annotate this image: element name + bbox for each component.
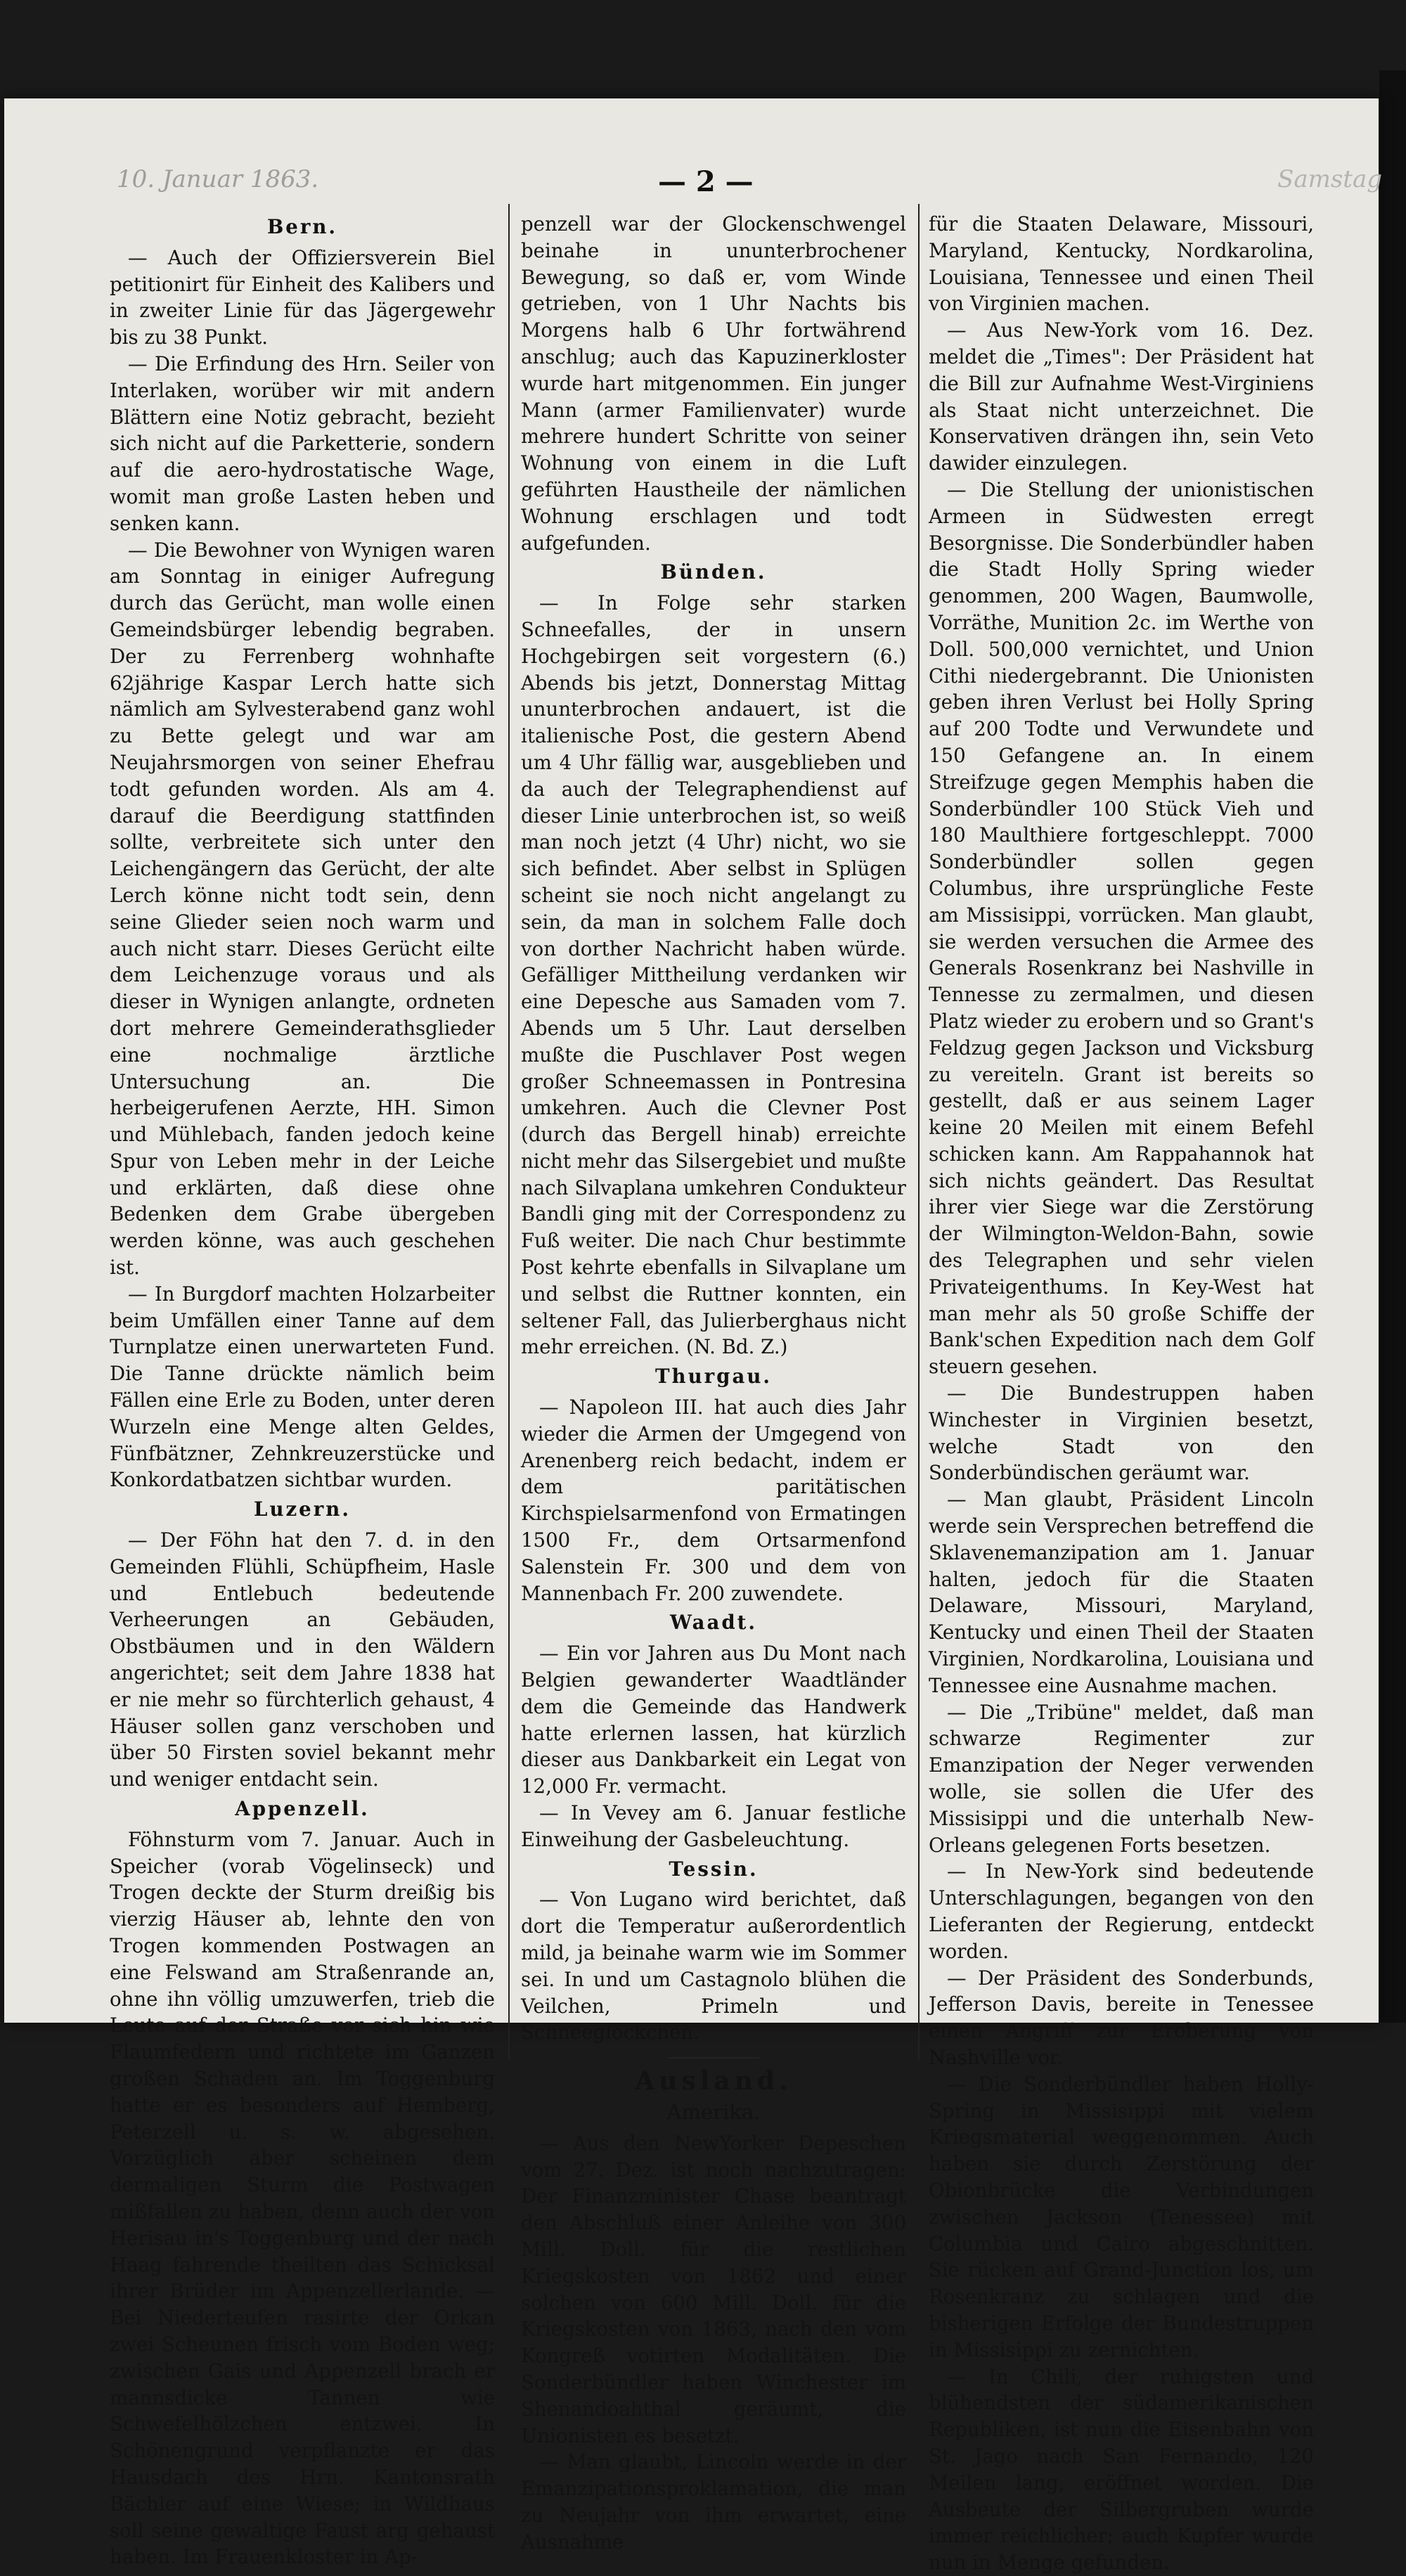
section-divider [668, 2057, 759, 2059]
article-paragraph: — Der Föhn hat den 7. d. in den Gemeinden Flühli, Schüpfheim, Hasle und Entlebuch bedeutende Verheerungen an Gebäuden, Obstbäumen und in den Wäldern angerichtet; seit dem Jahre 1838 hat er nie mehr so fürchterlich gehaust, 4 Häuser sollen ganz verschoben und über 50 Firsten soviel bekannt mehr und weniger entdacht sein. [110, 1528, 495, 1791]
article-paragraph: — Napoleon III. hat auch dies Jahr wieder die Armen der Umgegend von Arenenberg reich bedacht, indem er dem paritätischen Kirchspielsarmenfond von Ermatingen 1500 Fr., dem Ortsarmenfond Salenstein Fr. 300 und dem von Mannenbach Fr. 200 zuwendete. [521, 1396, 906, 1605]
section-heading-appenzell: Appenzell. [235, 1797, 370, 1821]
header-day-bleedthrough: Samstag [1277, 165, 1382, 193]
column-rule-2 [918, 204, 920, 2060]
article-paragraph: — Die Sonderbündler haben Holly-Spring in Missisippi mit vielem Kriegsmaterial weggenommen. Auch haben sie durch Zerstörung der Obionbrücke die Verbindungen zwischen Jackson (Tenessee) mit Columbia und Cairo abgeschnitten. Sie rücken auf Grand-Junction los, um Rosenkranz zu schlagen und die bisherigen Erfolge der Bundestruppen in Missisippi zu zernichten. [929, 2072, 1314, 2362]
section-heading-thurgau: Thurgau. [654, 1365, 773, 1389]
page-header [117, 165, 1382, 207]
article-paragraph: Föhnsturm vom 7. Januar. Auch in Speicher (vorab Vögelinseck) und Trogen deckte der Sturm dreißig bis vierzig Häuser ab, lehnte den von Trogen kommenden Postwagen an eine Felswand am Straßenrande an, ohne ihn völlig umzuwerfen, trieb die Leute auf der Straße vor sich hin wie Flaumfedern und richtete im Ganzen großen Schaden an. Im Toggenburg hatte er es besonders auf Hemberg, Peterzell u. s. w. abgesehen. Vorzüglich aber scheinen dem dermaligen Sturm die Postwagen mißfallen zu haben, denn auch der von Herisau in's Toggenburg und der nach Haag fahrende theilten das Schicksal ihrer Brüder im Appenzellerlande. — Bei Niederteufen rasirte der Orkan zwei Scheunen frisch vom Boden weg; zwischen Gais und Appenzell brach er mannsdicke Tannen wie Schwefelhölzchen entzwei. In Schönengrund verpflanzte er das Hausdach des Hrn. Kantonsrath Bächler auf eine Wiese; in Wildhaus soll seine gewaltige Faust arg gehaust haben. Im Frauenkloster in Ap- [110, 1827, 495, 2569]
article-paragraph: penzell war der Glockenschwengel beinahe in ununterbrochener Bewegung, so daß er, vom Winde getrieben, von 1 Uhr Nachts bis Morgens halb 6 Uhr fortwährend anschlug; auch das Kapuzinerkloster wurde hart mitgenommen. Ein junger Mann (armer Familienvater) wurde mehrere hundert Schritte von seiner Wohnung von einem in die Luft geführten Haustheile der nämlichen Wohnung erschlagen und todt aufgefunden. [521, 212, 906, 555]
article-paragraph: — In New-York sind bedeutende Unterschlagungen, begangen von den Lieferanten der Regierung, entdeckt worden. [929, 1860, 1314, 1963]
section-heading-luzern: Luzern. [254, 1498, 351, 1521]
column-2 [521, 211, 906, 2556]
section-heading-waadt: Waadt. [670, 1611, 757, 1635]
subheading-amerika: Amerika. [666, 2099, 761, 2124]
article-paragraph: — In Folge sehr starken Schneefalles, der in unsern Hochgebirgen seit vorgestern (6.) Abends bis jetzt, Donnerstag Mittag ununterbrochen andauert, ist die italienische Post, die gestern Abend um 4 Uhr fällig war, ausgeblieben und da auch der Telegraphendienst auf dieser Linie unterbrochen ist, so weiß man noch jetzt (4 Uhr) nicht, wo sie sich befindet. Aber selbst in Splügen scheint sie noch nicht angelangt zu sein, da man in solchem Falle doch von dorther Nachricht haben würde. Gefälliger Mittheilung verdanken wir eine Depesche aus Samaden vom 7. Abends um 5 Uhr. Laut derselben mußte die Puschlaver Post wegen großer Schneemassen in Pontresina umkehren. Auch die Clevner Post (durch das Bergell hinab) erreichte nicht mehr das Silsergebiet und mußte nach Silvaplana umkehren Condukteur Bandli ging mit der Correspondenz zu Fuß weiter. Die nach Chur bestimmte Post kehrte ebenfalls in Silvaplane um und selbst die Ruttner konnten, ein seltener Fall, das Julierberghaus nicht mehr erreichen. (N. Bd. Z.) [521, 591, 906, 1359]
section-heading-tessin: Tessin. [669, 1857, 759, 1881]
article-paragraph: — Auch der Offiziersverein Biel petitionirt für Einheit des Kalibers und in zweiter Linie für das Jägergewehr bis zu 38 Punkt. [110, 245, 495, 349]
section-heading-ausland: Ausland. [635, 2066, 792, 2097]
section-heading-buenden: Bünden. [660, 560, 767, 584]
article-paragraph: — Der Präsident des Sonderbunds, Jefferson Davis, bereite in Tenessee einen Angriff zur Eroberung von Nashville vor. [929, 1966, 1314, 2069]
article-paragraph: — In Chili, der ruhigsten und blühendsten der südamerikanischen Republiken, ist nun die Eisenbahn von St. Jago nach San Fernando, 120 Meilen lang, eröffnet worden. Die Ausbeute der Silbergruben wurde immer reichlicher; auch Kupfer wurde nun in Menge gefunden. [929, 2364, 1314, 2575]
section-heading-bern: Bern. [266, 215, 338, 238]
article-paragraph: für die Staaten Delaware, Missouri, Maryland, Kentucky, Nordkarolina, Louisiana, Tennessee und einen Theil von Virginien machen. [929, 212, 1314, 316]
article-paragraph: — Man glaubt, Lincoln werde in der Emanzipationsproklamation, die man zu Neujahr von ihm erwartet, eine Ausnahme [521, 2450, 906, 2554]
page-number: — 2 — [658, 165, 754, 198]
article-paragraph: — Aus den NewYorker Depeschen vom 27. Dez. ist noch nachzutragen: Der Finanzminister Chase beantragt den Abschluß einer Anleihe von 300 Mill. Doll. für die restlichen Kriegskosten von 1862 und einer solchen von 600 Mill. Doll. für die Kriegskosten von 1863, nach den vom Kongreß votirten Modalitäten. Die Sonderbündler haben Winchester im Shenandoahthal geräumt, die Unionisten es besetzt. [521, 2131, 906, 2447]
column-rule-1 [508, 204, 510, 2060]
article-paragraph: — Die Bundestruppen haben Winchester in Virginien besetzt, welche Stadt von den Sonderbündischen geräumt war. [929, 1382, 1314, 1485]
column-1 [110, 211, 495, 2570]
article-paragraph: — Die Stellung der unionistischen Armeen in Südwesten erregt Besorgnisse. Die Sonderbündler haben die Stadt Holly Spring wieder genommen, 200 Wagen, Baumwolle, Vorräthe, Munition 2c. im Werthe von Doll. 500,000 vernichtet, und Union Cithi niedergebrannt. Die Unionisten geben ihren Verlust bei Holly Spring auf 200 Todte und Verwundete und 150 Gefangene an. In einem Streifzuge gegen Memphis haben die Sonderbündler 100 Stück Vieh und 180 Maulthiere fortgeschleppt. 7000 Sonderbündler sollen gegen Columbus, ihre ursprüngliche Feste am Missisippi, vorrücken. Man glaubt, sie werden versuchen die Armee des Generals Rosenkranz bei Nashville in Tennesse zu zermalmen, und diesen Platz wieder zu erobern und so Grant's Feldzug gegen Jackson und Vicksburg zu vereiteln. Grant ist bereits so gestellt, daß er aus seinem Lager keine 20 Meilen mit einem Befehl schicken kann. Am Rappahannok hat sich nichts geändert. Das Resultat ihrer vier Siege war die Zerstörung der Wilmington-Weldon-Bahn, sowie des Telegraphen und sehr vielen Privateigenthums. In Key-West hat man mehr als 50 große Schiffe der Bank'schen Expedition nach dem Golf steuern gesehen. [929, 477, 1314, 1379]
article-paragraph: — Die Erfindung des Hrn. Seiler von Interlaken, worüber wir mit andern Blättern eine Notiz gebracht, bezieht sich nicht auf die Parketterie, sondern auf die aero-hydrostatische Wage, womit man große Lasten heben und senken kann. [110, 352, 495, 535]
article-paragraph: — Die „Tribüne" meldet, daß man schwarze Regimenter zur Emanzipation der Neger verwenden wolle, sie sollen die Ufer des Missisippi und die unterhalb New-Orleans gelegenen Forts besetzen. [929, 1700, 1314, 1857]
article-paragraph: — Die Bewohner von Wynigen waren am Sonntag in einiger Aufregung durch das Gerücht, man wolle einen Gemeindsbürger lebendig begraben. Der zu Ferrenberg wohnhafte 62jährige Kaspar Lerch hatte sich nämlich am Sylvesterabend ganz wohl zu Bette gelegt und war am Neujahrsmorgen von seiner Ehefrau todt gefunden worden. Als am 4. darauf die Beerdigung stattfinden sollte, verbreitete sich unter den Leichengängern das Gerücht, der alte Lerch könne nicht todt sein, denn seine Glieder seien noch warm und auch nicht starr. Dieses Gerücht eilte dem Leichenzuge voraus und als dieser in Wynigen anlangte, ordneten dort mehrere Gemeinderathsglieder eine nochmalige ärztliche Untersuchung an. Die herbeigerufenen Aerzte, HH. Simon und Mühlebach, fanden jedoch keine Spur von Leben mehr in der Leiche und erklärten, daß diese ohne Bedenken dem Grabe übergeben werden könne, was auch geschehen ist. [110, 538, 495, 1280]
article-paragraph: — Man glaubt, Präsident Lincoln werde sein Versprechen betreffend die Sklavenemanzipation am 1. Januar halten, jedoch für die Staaten Delaware, Missouri, Maryland, Kentucky und einen Theil der Staaten Virginien, Nordkarolina, Louisiana und Tennessee eine Ausnahme machen. [929, 1488, 1314, 1697]
article-paragraph: — Aus New-York vom 16. Dez. meldet die „Times": Der Präsident hat die Bill zur Aufnahme West-Virginiens als Staat nicht unterzeichnet. Die Konservativen drängen ihn, sein Veto dawider einzulegen. [929, 318, 1314, 475]
article-paragraph: — In Burgdorf machten Holzarbeiter beim Umfällen einer Tanne auf dem Turnplatze einen unerwarteten Fund. Die Tanne drückte nämlich beim Fällen eine Erle zu Boden, unter deren Wurzeln eine Menge alten Geldes, Fünfbätzner, Zehnkreuzerstücke und Konkordatbatzen sichtbar wurden. [110, 1282, 495, 1492]
background-strip [1379, 70, 1406, 2023]
newspaper-page [4, 98, 1382, 2575]
header-date-bleedthrough: 10. Januar 1863. [117, 165, 319, 193]
article-paragraph: — In Vevey am 6. Januar festliche Einweihung der Gasbeleuchtung. [521, 1801, 906, 1851]
column-3 [929, 211, 1314, 2576]
article-paragraph: — Von Lugano wird berichtet, daß dort die Temperatur außerordentlich mild, ja beinahe warm wie im Sommer sei. In und um Castagnolo blühen die Veilchen, Primeln und Schneeglöckchen. [521, 1888, 906, 2044]
article-paragraph: — Ein vor Jahren aus Du Mont nach Belgien gewanderter Waadtländer dem die Gemeinde das Handwerk hatte erlernen lassen, hat kürzlich dieser aus Dankbarkeit ein Legat von 12,000 Fr. vermacht. [521, 1642, 906, 1798]
